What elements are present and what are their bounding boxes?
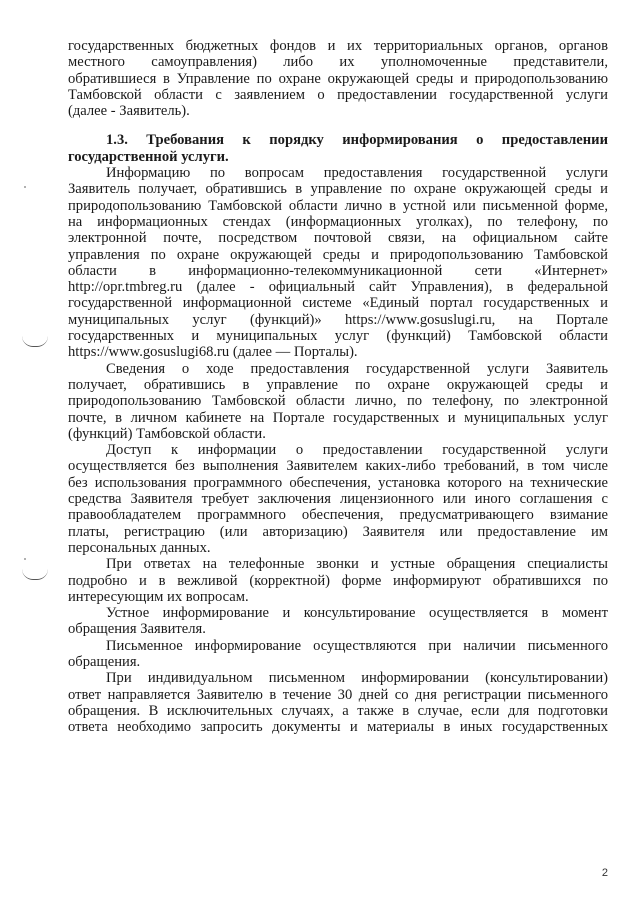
paragraph-line: Информацию по вопросам предоставления государственной услуги xyxy=(106,165,608,182)
paragraph-line: без использования программного обеспечения, установка которого на технические xyxy=(68,474,608,491)
paragraph-line: персональных данных. xyxy=(68,539,211,556)
paragraph-line: Доступ к информации о предоставлении государственной услуги xyxy=(106,442,608,459)
paragraph-line: Устное информирование и консультирование осуществляется в момент xyxy=(106,605,608,622)
paragraph-line: При ответах на телефонные звонки и устные обращения специалисты xyxy=(106,556,608,573)
heading-line: государственной услуги. xyxy=(68,148,229,165)
body-paragraph xyxy=(68,670,608,735)
document-page xyxy=(68,38,608,735)
page-number: 2 xyxy=(601,867,608,879)
paragraph-line: получает, обратившись в управление по охране окружающей среды и xyxy=(68,376,608,393)
margin-dot xyxy=(24,186,26,188)
paragraph-line: области в информационно-телекоммуникационной сети «Интернет» xyxy=(68,262,608,279)
body-paragraph xyxy=(68,556,608,605)
paragraph-line: государственных и муниципальных услуг (функций) Тамбовской области xyxy=(68,328,608,345)
paragraph-line: муниципальных услуг (функций)» https://www.gosuslugi.ru, на Портале xyxy=(68,311,608,328)
paragraph-line: ответа необходимо запросить документы и материалы в иных государственных xyxy=(68,719,608,736)
paragraph-line: платы, регистрацию (или авторизацию) Заявителя или предоставление им xyxy=(68,523,608,540)
paragraph-line: (функций) Тамбовской области. xyxy=(68,425,266,442)
margin-mark xyxy=(22,569,48,580)
paragraph-line: природопользованию Тамбовской области лично, по телефону, по электронной xyxy=(68,393,608,410)
paragraph-line: на информационных стендах (информационных уголках), по телефону, по xyxy=(68,213,608,230)
margin-mark xyxy=(22,336,48,347)
paragraph-line: подробно и в вежливой (корректной) форме информируют обратившихся по xyxy=(68,572,608,589)
paragraph-line: Письменное информирование осуществляются при наличии письменного xyxy=(106,637,608,654)
intro-paragraph xyxy=(68,38,608,119)
heading-line: 1.3. Требования к порядку информирования о предоставлении xyxy=(106,132,608,149)
intro-line: Тамбовской области с заявлением о предоставлении государственной услуги xyxy=(68,86,608,103)
paragraph-line: Заявитель получает, обратившись в управление по охране окружающей среды и xyxy=(68,181,608,198)
paragraph-line: https://www.gosuslugi68.ru (далее — Порталы). xyxy=(68,344,358,361)
body-paragraph xyxy=(68,638,608,671)
paragraph-line: государственной информационной системе «Единый портал государственных и xyxy=(68,295,608,312)
intro-line: (далее - Заявитель). xyxy=(68,103,190,120)
intro-line: обратившиеся в Управление по охране окружающей среды и природопользованию xyxy=(68,70,608,87)
paragraph-line: средства Заявителя требует заключения лицензионного или иного соглашения с xyxy=(68,491,608,508)
intro-line: местного самоуправления) либо их уполномоченные представители, xyxy=(68,54,608,71)
paragraph-line: природопользованию Тамбовской области лично в устной или письменной форме, xyxy=(68,197,608,214)
body-paragraph xyxy=(68,442,608,556)
paragraph-line: почте, в личном кабинете на Портале государственных и муниципальных услуг xyxy=(68,409,608,426)
paragraph-line: правообладателем программного обеспечения, предусматривающего взимание xyxy=(68,507,608,524)
paragraph-line: http://opr.tmbreg.ru (далее - официальный сайт Управления), в федеральной xyxy=(68,279,608,296)
paragraph-line: осуществляется без выполнения Заявителем каких-либо требований, в том числе xyxy=(68,458,608,475)
paragraph-line: обращения Заявителя. xyxy=(68,621,206,638)
paragraph-line: Сведения о ходе предоставления государственной услуги Заявитель xyxy=(106,360,608,377)
body-paragraph xyxy=(68,605,608,638)
intro-line: государственных бюджетных фондов и их территориальных органов, органов xyxy=(68,38,608,54)
paragraph-line: ответ направляется Заявителю в течение 30 дней со дня регистрации письменного xyxy=(68,686,608,703)
body-paragraph xyxy=(68,165,608,361)
paragraph-line: электронной почте, посредством почтовой связи, на официальном сайте xyxy=(68,230,608,247)
margin-dot xyxy=(24,558,26,560)
paragraph-line: интересующим их вопросам. xyxy=(68,588,249,605)
paragraph-line: обращения. xyxy=(68,653,141,670)
body-paragraph xyxy=(68,361,608,442)
paragraph-line: обращения. В исключительных случаях, а также в случае, если для подготовки xyxy=(68,702,608,719)
section-heading xyxy=(68,132,608,165)
paragraph-line: При индивидуальном письменном информировании (консультировании) xyxy=(106,670,608,687)
section-body xyxy=(68,165,608,735)
paragraph-line: управления по охране окружающей среды и природопользованию Тамбовской xyxy=(68,246,608,263)
